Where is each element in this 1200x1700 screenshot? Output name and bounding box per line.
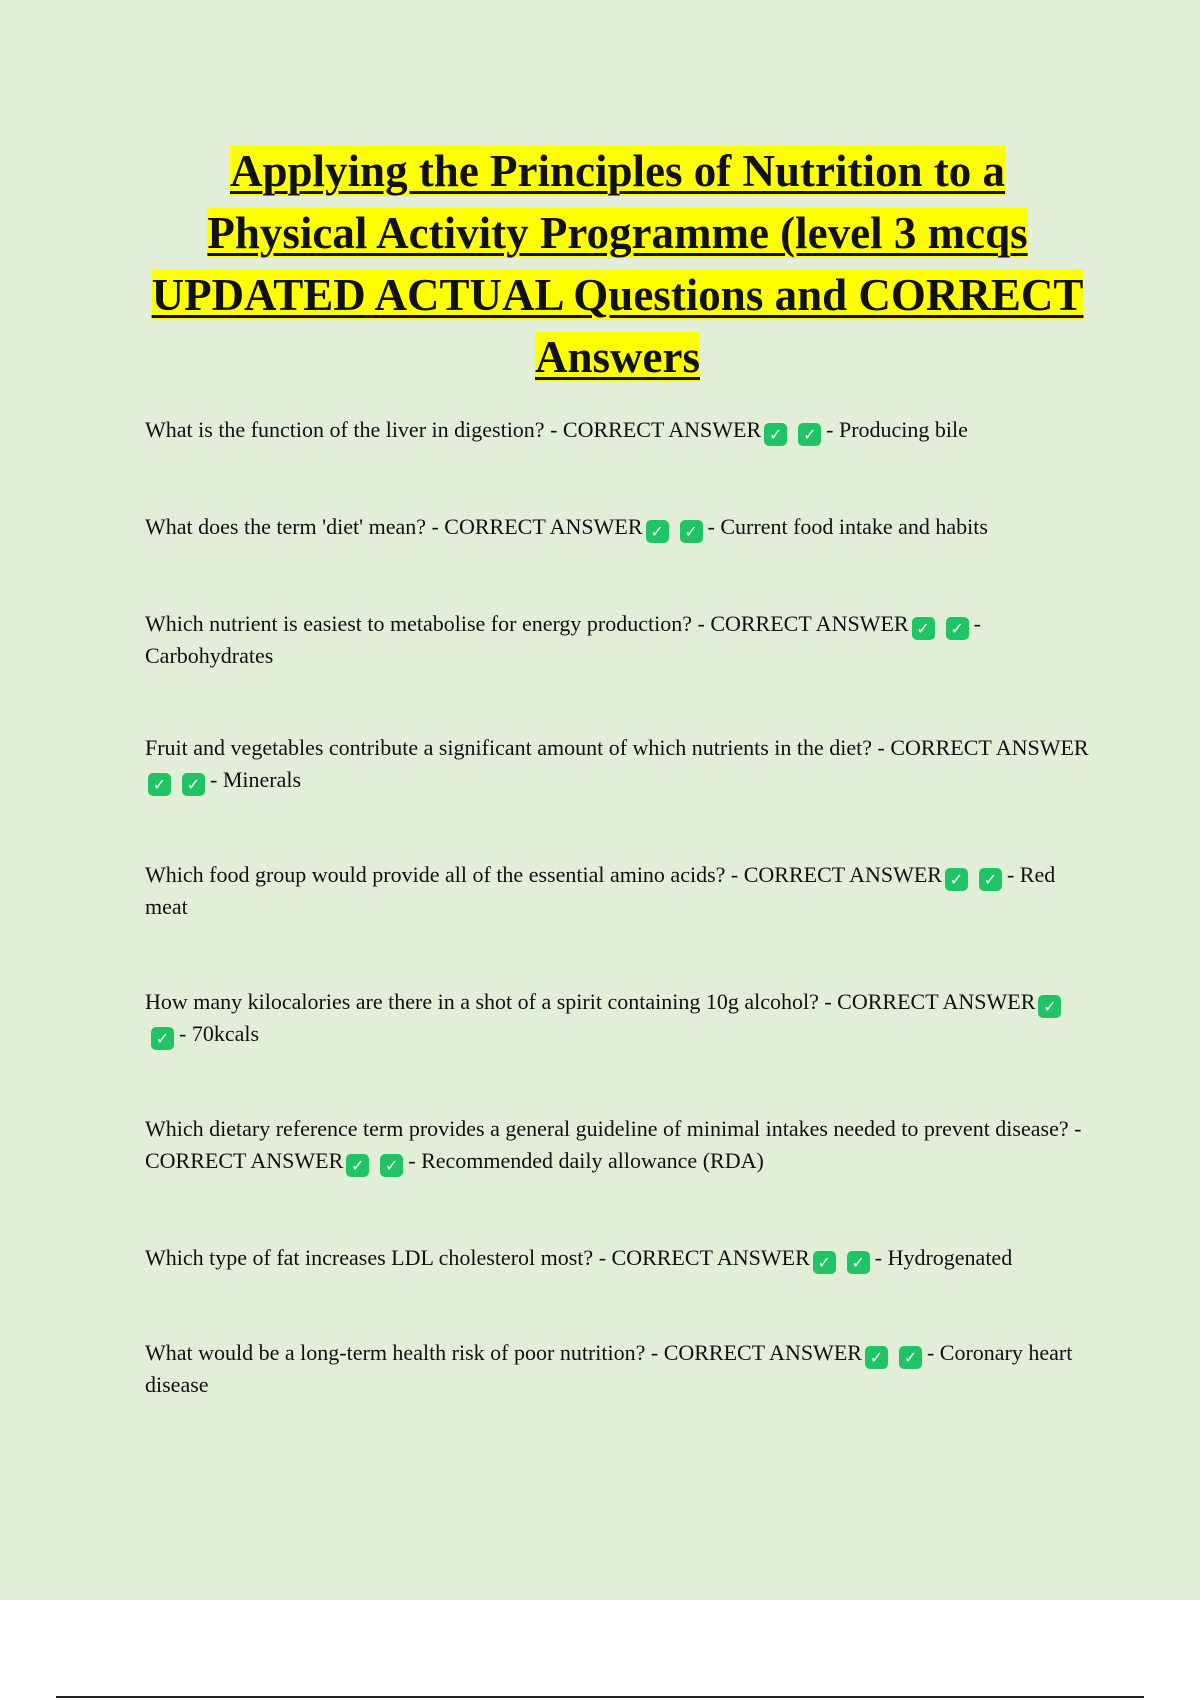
qa-item: [145, 511, 1090, 543]
check-mark-icon: ✓: [148, 773, 171, 796]
check-mark-icon: ✓: [1038, 995, 1061, 1018]
qa-item: [145, 1337, 1090, 1401]
qa-item: [145, 1113, 1090, 1177]
question-text: What is the function of the liver in digestion?: [145, 417, 545, 442]
check-mark-icon: ✓: [764, 423, 787, 446]
question-text: Which food group would provide all of the essential amino acids?: [145, 862, 726, 887]
document-title: [150, 140, 1085, 388]
qa-item: [145, 986, 1090, 1050]
answer-text: - Coronary heart disease: [145, 1340, 1073, 1397]
check-mark-icon: ✓: [847, 1251, 870, 1274]
question-text: Which nutrient is easiest to metabolise for energy production?: [145, 611, 692, 636]
answer-label: - CORRECT ANSWER: [598, 1245, 810, 1270]
answer-label: - CORRECT ANSWER: [730, 862, 942, 887]
answer-label: - CORRECT ANSWER: [550, 417, 762, 442]
answer-text: - Hydrogenated: [874, 1245, 1013, 1270]
question-text: What does the term 'diet' mean?: [145, 514, 426, 539]
check-mark-icon: ✓: [899, 1346, 922, 1369]
answer-text: - Carbohydrates: [145, 611, 981, 668]
answer-label: - CORRECT ANSWER: [650, 1340, 862, 1365]
check-mark-icon: ✓: [380, 1154, 403, 1177]
answer-label: - CORRECT ANSWER: [877, 735, 1089, 760]
check-mark-icon: ✓: [151, 1027, 174, 1050]
answer-text: - 70kcals: [179, 1021, 260, 1046]
answer-text: - Recommended daily allowance (RDA): [408, 1148, 764, 1173]
answer-label: - CORRECT ANSWER: [431, 514, 643, 539]
check-mark-icon: ✓: [865, 1346, 888, 1369]
answer-text: - Current food intake and habits: [707, 514, 988, 539]
check-mark-icon: ✓: [945, 868, 968, 891]
check-mark-icon: ✓: [646, 520, 669, 543]
question-text: Which type of fat increases LDL cholesterol most?: [145, 1245, 594, 1270]
check-mark-icon: ✓: [798, 423, 821, 446]
check-mark-icon: ✓: [813, 1251, 836, 1274]
answer-label: - CORRECT ANSWER: [697, 611, 909, 636]
qa-item: [145, 608, 1090, 672]
answer-label: - CORRECT ANSWER: [145, 1116, 1082, 1173]
check-mark-icon: ✓: [680, 520, 703, 543]
qa-item: [145, 732, 1090, 796]
document-title-text: Applying the Principles of Nutrition to a Physical Activity Programme (level 3 mcqs UPDATED ACTUAL Questions and CORRECT Answers: [151, 146, 1084, 382]
answer-label: - CORRECT ANSWER: [824, 989, 1036, 1014]
answer-text: - Producing bile: [826, 417, 968, 442]
answer-text: - Red meat: [145, 862, 1056, 919]
question-text: Fruit and vegetables contribute a significant amount of which nutrients in the diet?: [145, 735, 873, 760]
check-mark-icon: ✓: [912, 617, 935, 640]
check-mark-icon: ✓: [182, 773, 205, 796]
footer-divider: [56, 1696, 1144, 1698]
answer-text: - Minerals: [210, 767, 302, 792]
qa-item: [145, 1242, 1090, 1274]
qa-item: [145, 414, 1090, 446]
check-mark-icon: ✓: [979, 868, 1002, 891]
qa-list: [145, 414, 1090, 1401]
question-text: What would be a long-term health risk of poor nutrition?: [145, 1340, 646, 1365]
question-text: Which dietary reference term provides a general guideline of minimal intakes needed to prevent disease?: [145, 1116, 1069, 1141]
check-mark-icon: ✓: [346, 1154, 369, 1177]
check-mark-icon: ✓: [946, 617, 969, 640]
question-text: How many kilocalories are there in a shot of a spirit containing 10g alcohol?: [145, 989, 819, 1014]
qa-item: [145, 859, 1090, 923]
